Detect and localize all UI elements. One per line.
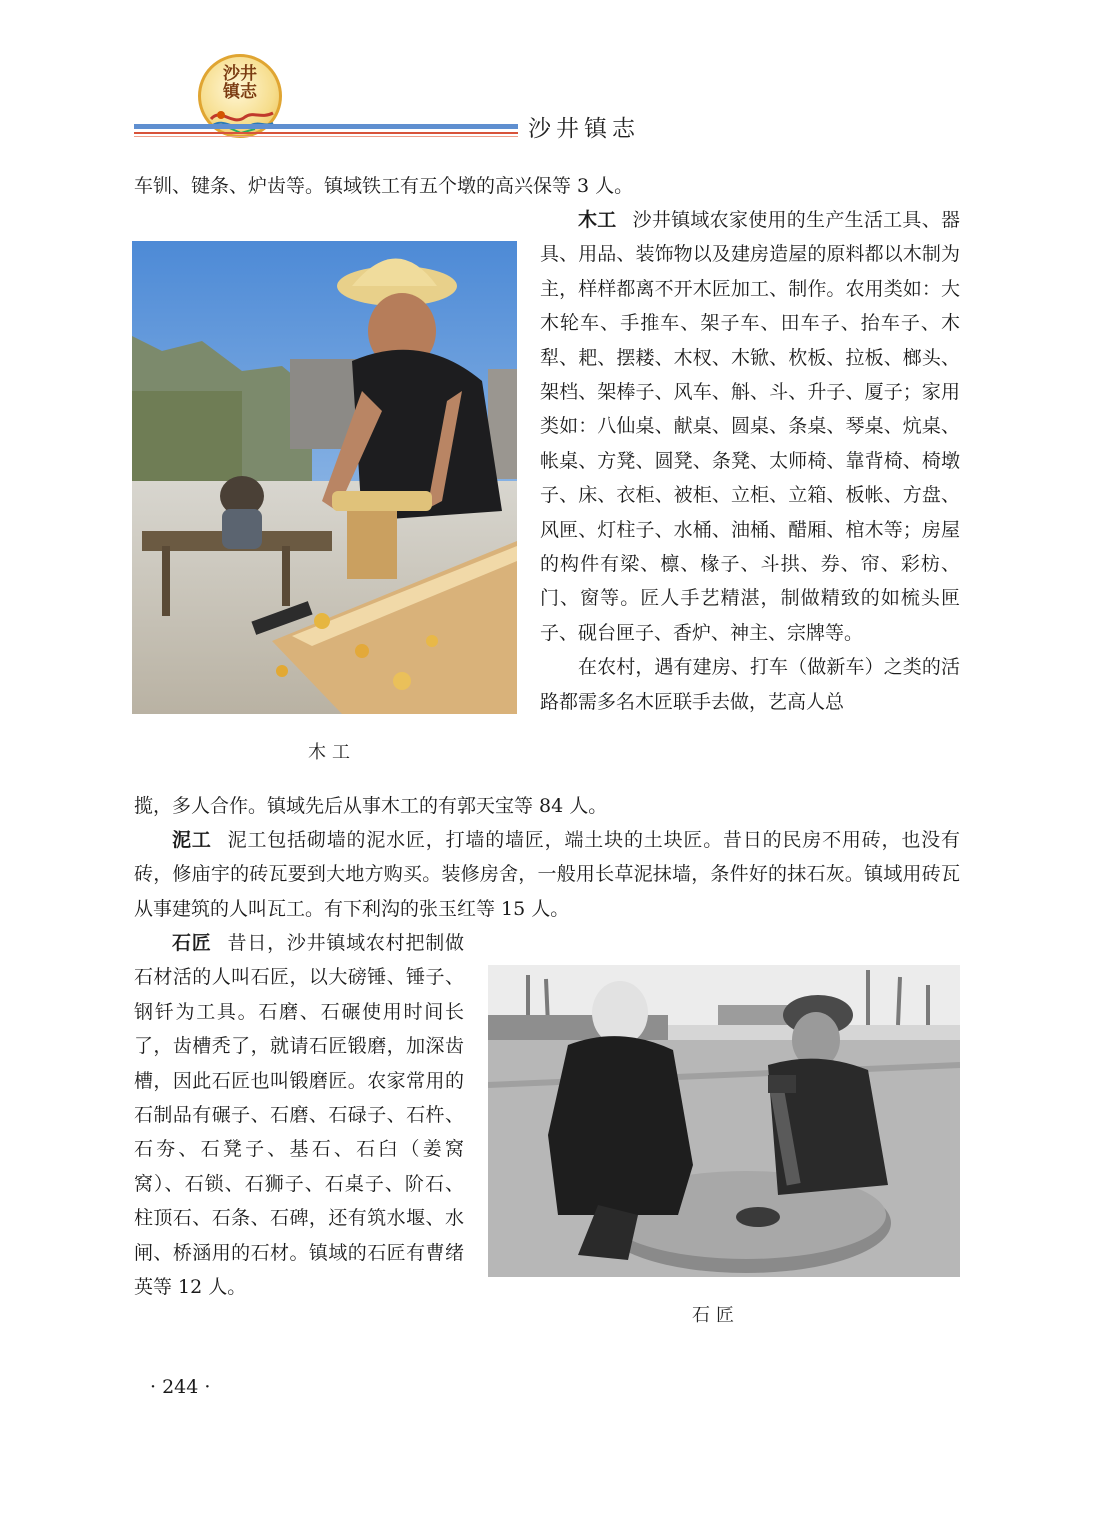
phoenix-icon: [207, 97, 277, 137]
carpentry-heading: 木工: [578, 209, 617, 231]
mud-heading: 泥工: [172, 829, 212, 851]
stonemason-caption: 石匠: [692, 1305, 740, 1326]
stone-paragraph: [134, 926, 464, 1304]
carpenter-photo: [132, 241, 517, 714]
carpenter-caption: 木工: [308, 742, 356, 763]
logo-line-1: 沙井: [223, 64, 257, 84]
page-number: · 244 ·: [150, 1376, 211, 1398]
stonemason-photo: [488, 965, 960, 1277]
intro-line: 车钏、键条、炉齿等。镇域铁工有五个墩的高兴保等 3 人。: [134, 175, 634, 197]
header-rule-red-thin: [134, 136, 518, 137]
carpentry-text: 沙井镇域农家使用的生产生活工具、器具、用品、装饰物以及建房造屋的原料都以木制为主，样样都离不开木匠加工、制作。农用类如：大木轮车、手推车、架子车、田车子、抬车子、木犁、耙、摆耧、木杈、木锨、杴板、拉板、榔头、架档、架棒子、风车、斛、斗、升子、厦子；家用类如：八仙桌、献桌、圆桌、条桌、琴桌、炕桌、帐桌、方凳、圆凳、条凳、太师椅、靠背椅、椅墩子、床、衣柜、被柜、立柜、立箱、板帐、方盘、风匣、灯柱子、水桶、油桶、醋厢、棺木等；房屋的构件有梁、檩、椽子、斗拱、券、帘、彩枋、门、窗等。匠人手艺精湛，制做精致的如梳头匣子、砚台匣子、香炉、神主、宗牌等。: [540, 209, 960, 644]
carpentry-continued: 在农村，遇有建房、打车（做新车）之类的活路都需多名木匠联手去做，艺高人总: [540, 656, 960, 713]
header-rule-blue: [134, 124, 518, 129]
logo-text: [201, 65, 279, 101]
stone-text: 昔日，沙井镇域农村把制做石材活的人叫石匠，以大磅锤、锤子、钢钎为工具。石磨、石碾使用时间长了，齿槽秃了，就请石匠锻磨，加深齿槽，因此石匠也叫锻磨匠。农家常用的石制品有碾子、石磨、石碌子、石杵、石夯、石凳子、基石、石臼（姜窝窝）、石锁、石狮子、石桌子、阶石、柱顶石、石条、石碑，还有筑水堰、水闸、桥涵用的石材。镇域的石匠有曹绪英等 12 人。: [134, 932, 464, 1299]
header-rule-red: [134, 132, 518, 134]
carpentry-paragraph: [540, 203, 960, 719]
mud-text: 泥工包括砌墙的泥水匠，打墙的墙匠，端土块的土块匠。昔日的民房不用砖，也没有砖，修庙宇的砖瓦要到大地方购买。装修房舍，一般用长草泥抹墙，条件好的抹石灰。镇域用砖瓦从事建筑的人叫瓦工。有下利沟的张玉红等 15 人。: [134, 829, 960, 920]
book-title: 沙井镇志: [528, 116, 640, 142]
stone-heading: 石匠: [172, 932, 212, 954]
logo-line-2: 镇志: [223, 82, 257, 102]
carpentry-continued-line2: 揽，多人合作。镇域先后从事木工的有郭天宝等 84 人。: [134, 795, 608, 817]
mud-paragraph: [134, 823, 960, 926]
